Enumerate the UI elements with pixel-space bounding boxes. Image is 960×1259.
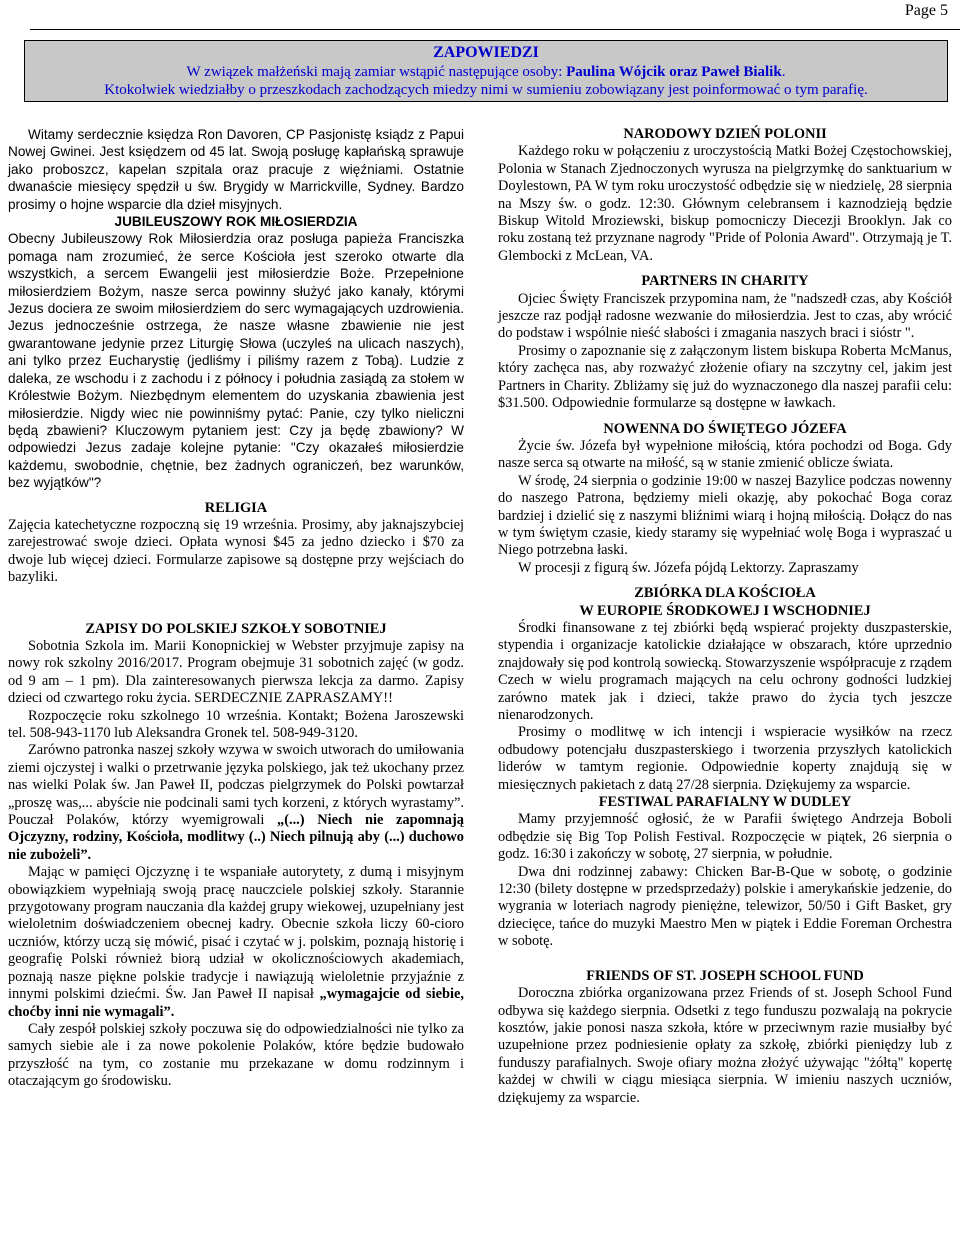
banner-names: Paulina Wójcik oraz Paweł Bialik — [566, 63, 782, 80]
religia-paragraph: Zajęcia katechetyczne rozpoczną się 19 września. Prosimy, aby jaknajszybciej zarejestrować swoje dzieci. Opłata wynosi $45 za jedno dziecko i $70 za dwoje lub więcej dzieci. Formularze zapisowe są dostępne przy wejściach do bazyliki. — [8, 516, 464, 586]
nowenna-paragraph-1: Życie św. Józefa był wypełnione miłością, która pochodzi od Boga. Gdy nasze serca są otwarte na miłość, są w stanie zmienić oblicze świata. — [498, 437, 952, 472]
polonia-title: NARODOWY DZIEŃ POLONII — [623, 126, 827, 142]
school-paragraph-5: Cały zespół polskiej szkoły poczuwa się do odpowiedzialności nie tylko za samych siebie ale i za nowe pokolenie Polaków, które będzie budowało przyszłość na tym, co zostanie mu przekazane w domu rodzinnym i otaczającym go środowisku. — [8, 1020, 464, 1090]
festiwal-title: FESTIWAL PARAFIALNY W DUDLEY — [598, 794, 852, 811]
banner-line-1-suffix: . — [781, 63, 786, 80]
charity-title: PARTNERS IN CHARITY — [641, 273, 809, 290]
zbiorka-paragraph-2: Prosimy o modlitwę w ich intencji i wspieracie wysiłków na rzecz odbudowy potencjału duszpasterskiego i tworzenia przyszłych katolickich liderów w tamtym regionie. Odpowiednie koperty znajdują się w miesięcznych pakietach z datą 27/28 sierpnia. Dziękujemy za wsparcie. — [498, 724, 952, 793]
school-paragraph-2: Rozpoczęcie roku szkolnego 10 września. Kontakt; Bożena Jaroszewski tel. 508-943-1170 lub Aleksandra Gronek tel. 508-949-3120. — [8, 707, 464, 741]
announcement-banner — [24, 40, 948, 102]
school-paragraph-3-quote: „(...) Niech nie zapomnają Ojczyzny, rodziny, Kościoła, modlitwy (..) Niech pilnują aby (...) duchowo nie zubożeli”. — [8, 812, 464, 863]
friends-title: FRIENDS OF ST. JOSEPH SCHOOL FUND — [586, 967, 864, 984]
school-paragraph-3 — [8, 742, 464, 864]
polonia-paragraph: Każdego roku w połączeniu z uroczystością Matki Bożej Częstochowskiej, Polonia w Stanach Zjednoczonych wyrusza na pielgrzymkę do sanktuarium w Doylestown, PA W tym roku uroczystość odbędzie się w niedzielę, 28 sierpnia na Mszy św. o godz. 12:30. Głównym celebransem i kaznodzieją będzie Biskup Witold Mroziewski, biskup pomocniczy Diecezji Brooklyn. Jak co roku zostaną też przyznane nagrody "Pride of Polonia Award". Otrzymają je T. Glembocki z McLean, VA. — [498, 143, 952, 264]
festiwal-paragraph-2: Dwa dni rodzinnej zabawy: Chicken Bar-B-Que w sobotę, o godzinie 12:30 (bilety dostępne w przedsprzedaży) polskie i amerykańskie jedzenie, do wygrania w loteriach nagrody pieniężne, telewizor, 50/50 i Gift Basket, gry dziecięce, tańce do muzyki Maestro Men w piątek i Eddie Foreman Orchestra w sobotę. — [498, 863, 952, 950]
school-paragraph-4-text: Mając w pamięci Ojczyznę i te wspaniałe autorytety, z dumą i misyjnym obowiązkiem wypełniają swoją pracę nauczciele polskiej szkoły. Starannie przygotowany program nauczania dla każdej grupy wiekowej, uzupełniany jest wieloletnim doświadczeniem obecnej kadry. Obecnie szkoła liczy 60-cioro uczniów, którzy uczą się mówić, pisać i czytać w j. polskim, poznają historię i geografię Polski również biorą udział w okolicznościowych akademiach, poznają nasze piękne polskie tradycje i nawiązują wieloletnie przyjaźnie z innymi polskimi dziećmi. Św. Jan Paweł II napisał — [8, 864, 464, 1003]
religia-title: RELIGIA — [204, 499, 268, 516]
left-column — [8, 126, 464, 1091]
banner-line-1 — [25, 63, 947, 82]
friends-paragraph: Doroczna zbiórka organizowana przez Friends of st. Joseph School Fund odbywa się każdego sierpnia. Odsetki z tego funduszu pozwalają na pokrycie kosztów, jakie ponosi nasza szkoła, które w przeciwnym razie musiałby być uzupełnione przez podniesienie opłaty za szkołę, zbiórki pieniędzy lub z funduszy parafialnych. Swoje ofiary można złożyć używając "żółtą" kopertę każdej w chwili w ciągu miesiąca sierpnia. W imieniu naszych uczniów, dziękujemy za wsparcie. — [498, 985, 952, 1106]
right-column — [498, 126, 952, 1107]
nowenna-title: NOWENNA DO ŚWIĘTEGO JÓZEFA — [603, 420, 847, 437]
school-paragraph-3-text: Zarówno patronka naszej szkoły wzywa w swoich utworach do umiłowania ziemi ojczystej i walki o przetrwanie języka polskiego, jak też ukochany przez nas wielki Polak św. Jan Paweł II, podczas pielgrzymek do Polski powtarzał „proszę was,... abyście nie podcinali sami tych korzeni, z których wyrastamy”. Pouczał Polaków, którzy wyemigrowali — [8, 742, 464, 829]
welcome-paragraph: Witamy serdecznie księdza Ron Davoren, CP Pasjonistę ksiądz z Papui Nowej Gwinei. Jest księdzem od 45 lat. Swoją posługę kapłańską sprawuje jako proboszcz, kapelan szpitala oraz pracuje z więźniami. Ostatnie dwanaście miesięcy spędził u św. Brygidy w Marrickville, Sydney. Bardzo prosimy o hojne wsparcie dla dzieł misyjnych. — [8, 127, 464, 212]
zbiorka-paragraph-1: Środki finansowane z tej zbiórki będą wspierać projekty duszpasterskie, stypendia i organizacje katolickie działające w obszarach, które uprzednio znajdowały się pod kontrolą sowiecką. Stowarzyszenie współpracuje z rządem Czech w wielu programach mających na celu ochrony godności ludzkiej zarówno matek jak i dzieci, także prawo do życia tych jeszcze nienarodzonych. — [498, 619, 952, 723]
page-header — [30, 0, 960, 30]
jubilee-title: JUBILEUSZOWY ROK MIŁOSIERDZIA — [114, 214, 358, 230]
school-paragraph-4 — [8, 864, 464, 1021]
page-number: Page 5 — [904, 2, 948, 19]
school-paragraph-4-quote: „wymagajcie od siebie, choćby inni nie wymagali”. — [8, 986, 464, 1020]
banner-line-1-prefix: W związek małżeński mają zamiar wstąpić następujące osoby: — [186, 63, 567, 80]
nowenna-paragraph-2: W środę, 24 sierpnia o godzinie 19:00 w naszej Bazylice podczas nowenny do naszego Patrona, będziemy mieli okazję, aby pokochać Boga coraz bardziej i dzielić się z naszymi bliźnimi wiarą i hojną miłością. Dołącz do nas w tym świętym czasie, kiedy staramy się wypełniać wolę Boga i wypraszać u Niego potrzebna łaski. — [498, 472, 952, 559]
zbiorka-title-1: ZBIÓRKA DLA KOŚCIOŁA — [634, 585, 816, 602]
festiwal-paragraph-1: Mamy przyjemność ogłosić, że w Parafii świętego Andrzeja Boboli odbędzie się Big Top Polish Festival. Rozpoczęcie w piątek, 26 sierpnia o godz. 16:30 i zakończy w sobotę, 27 sierpnia, w południe. — [498, 811, 952, 863]
school-title: ZAPISY DO POLSKIEJ SZKOŁY SOBOTNIEJ — [85, 620, 387, 637]
charity-paragraph-1: Ojciec Święty Franciszek przypomina nam, że "nadszedł czas, aby Kościół jeszcze raz podjął radosne wezwanie do miłosierdzia. Jest to czas, aby wrócić do podstaw i wspólnie nieść słabości i zmagania naszych braci i sióstr ". — [498, 290, 952, 342]
banner-title: ZAPOWIEDZI — [433, 44, 539, 61]
nowenna-paragraph-3: W procesji z figurą św. Józefa pójdą Lektorzy. Zapraszamy — [518, 559, 859, 576]
school-paragraph-1: Sobotnia Szkola im. Marii Konopnickiej w Webster przyjmuje zapisy na nowy rok szkolny 2016/2017. Program obejmuje 31 sobotnich zajęć (w godz. od 9 am – 1 pm). Dla zainteresowanych pierwsza lekcja za darmo. Zapisy dzieci od czwartego roku życia. SERDECZNIE ZAPRASZAMY!! — [8, 637, 464, 707]
zbiorka-title-2: W EUROPIE ŚRODKOWEJ I WSCHODNIEJ — [579, 602, 871, 619]
charity-paragraph-2: Prosimy o zapoznanie się z załączonym listem biskupa Roberta McManus, który zachęca nas, aby rozważyć złożenie ofiary na szczytny cel, jakim jest Partners in Charity. Zbliżamy się już do wyznaczonego dla naszej parafii celu: $31.500. Odpowiednie formularze są dostępne w ławkach. — [498, 342, 952, 412]
jubilee-paragraph: Obecny Jubileuszowy Rok Miłosierdzia oraz posługa papieża Franciszka pomaga nam zrozumieć, że serce Kościoła jest szeroko otwarte dla wszystkich, a sercem Ewangelii jest miłosierdzie Boże. Przepełnione miłosierdziem Bożym, nasze serca powinny służyć jako kanały, którymi Jezus dociera ze swoim miłosierdziem do serc wymagających uzdrowienia. Jezus jednocześnie ostrzega, że nasze własne zbawienie nie jest gwarantowane jedynie przez Liturgię Słowa (uczyleś na ulicach naszych), ani tylko przez Eucharystię (jedliśmy i piliśmy razem z Tobą). Ludzie z daleka, ze wschodu i z zachodu i z północy i południa zasiądą za stołem w Królestwie Bożym. Niezbędnym elementem do uzyskania zbawienia jest miłosierdzie. Nigdy wiec nie powinniśmy pytać: Panie, czy tylko nieliczni będą zbawieni? Kluczowym pytaniem jest: Czy ja będę zbawiony? W odpowiedzi Jezus zadaje kolejne pytanie: "Czy okazałeś miłosierdzie każdemu, swobodnie, chętnie, bez żadnych ograniczeń, bez warunków, bez wyjątków"? — [8, 231, 464, 491]
banner-line-2: Ktokolwiek wiedziałby o przeszkodach zachodzących miedzy nimi w sumieniu zobowiązany jest poinformować o tym parafię. — [104, 82, 868, 98]
